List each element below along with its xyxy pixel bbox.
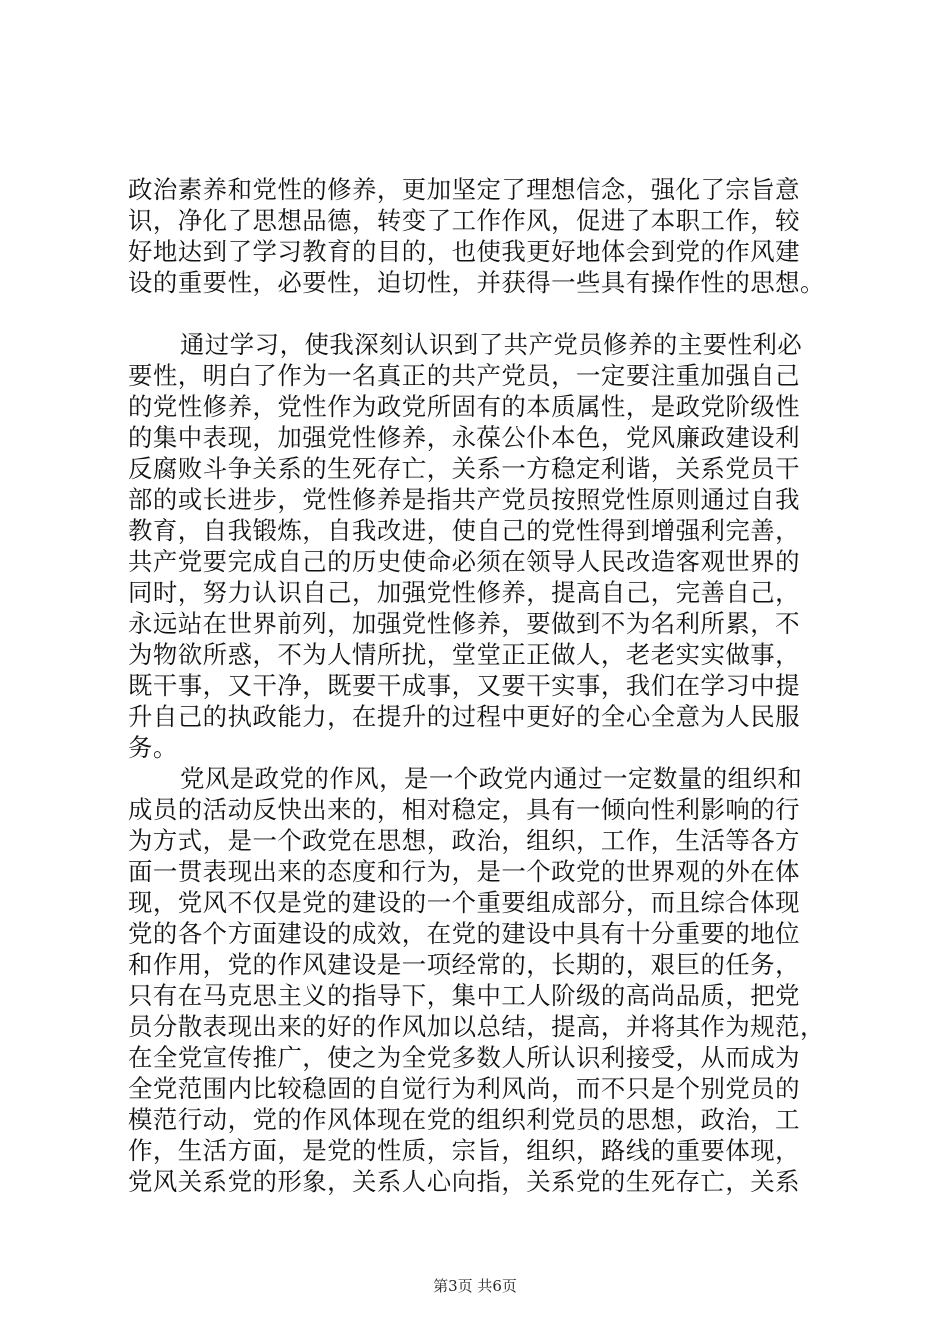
text-line: 和作用，党的作风建设是一项经常的，长期的，艰巨的任务， — [128, 950, 801, 979]
text-line: 好地达到了学习教育的目的，也使我更好地体会到党的作风建 — [128, 237, 801, 266]
paragraph-spacer — [128, 298, 828, 329]
text-line: 政治素养和党性的修养，更加坚定了理想信念，强化了宗旨意 — [128, 175, 801, 204]
body-text — [128, 174, 828, 1197]
text-line: 的党性修养，党性作为政党所固有的本质属性，是政党阶级性 — [128, 392, 801, 421]
paragraph-2 — [128, 329, 828, 763]
text-line: 识，净化了思想品德，转变了工作作风，促进了本职工作，较 — [128, 206, 801, 235]
page-footer — [0, 1276, 950, 1296]
text-line: 的集中表现，加强党性修养，永葆公仆本色，党风廉政建设利 — [128, 423, 801, 452]
text-line: 成员的活动反快出来的，相对稳定，具有一倾向性利影响的行 — [128, 795, 801, 824]
text-line: 现，党风不仅是党的建设的一个重要组成部分，而且综合体现 — [128, 888, 801, 917]
text-line: 升自己的执政能力，在提升的过程中更好的全心全意为人民服 — [128, 702, 801, 731]
text-line: 只有在马克思主义的指导下，集中工人阶级的高尚品质，把党 — [128, 981, 801, 1010]
text-line: 务。 — [128, 733, 178, 762]
text-line: 党风关系党的形象，关系人心向指，关系党的生死存亡，关系 — [128, 1167, 801, 1196]
paragraph-3 — [128, 763, 828, 1197]
text-line: 党风是政党的作风，是一个政党内通过一定数量的组织和 — [180, 764, 803, 793]
text-line: 党的各个方面建设的成效，在党的建设中具有十分重要的地位 — [128, 919, 801, 948]
text-line: 永远站在世界前列，加强党性修养，要做到不为名利所累，不 — [128, 609, 801, 638]
text-line: 全党范围内比较稳固的自觉行为利风尚，而不只是个别党员的 — [128, 1074, 801, 1103]
text-line: 反腐败斗争关系的生死存亡，关系一方稳定利谐，关系党员干 — [128, 454, 801, 483]
text-line: 教育，自我锻炼，自我改进，使自己的党性得到增强利完善， — [128, 516, 801, 545]
text-line: 通过学习，使我深刻认识到了共产党员修养的主要性利必 — [180, 330, 803, 359]
text-line: 面一贯表现出来的态度和行为，是一个政党的世界观的外在体 — [128, 857, 801, 886]
text-line: 既干事，又干净，既要干成事，又要干实事，我们在学习中提 — [128, 671, 801, 700]
text-line: 为物欲所惑，不为人情所扰，堂堂正正做人，老老实实做事， — [128, 640, 801, 669]
page-number-label: 第3页 共6页 — [433, 1277, 517, 1295]
text-line: 在全党宣传推广，使之为全党多数人所认识利接受，从而成为 — [128, 1043, 801, 1072]
text-line: 共产党要完成自己的历史使命必须在领导人民改造客观世界的 — [128, 547, 801, 576]
paragraph-1 — [128, 174, 828, 298]
text-line: 作，生活方面，是党的性质，宗旨，组织，路线的重要体现， — [128, 1136, 801, 1165]
text-line: 部的或长进步，党性修养是指共产党员按照党性原则通过自我 — [128, 485, 801, 514]
text-line: 要性，明白了作为一名真正的共产党员，一定要注重加强自己 — [128, 361, 801, 390]
text-line: 为方式，是一个政党在思想，政治，组织，工作，生活等各方 — [128, 826, 801, 855]
text-line: 同时，努力认识自己，加强党性修养，提高自己，完善自己， — [128, 578, 801, 607]
text-line: 模范行动，党的作风体现在党的组织利党员的思想，政治，工 — [128, 1105, 801, 1134]
text-line: 设的重要性，必要性，迫切性，并获得一些具有操作性的思想。 — [128, 268, 825, 297]
text-line: 员分散表现出来的好的作风加以总结，提高，并将其作为规范， — [128, 1012, 825, 1041]
